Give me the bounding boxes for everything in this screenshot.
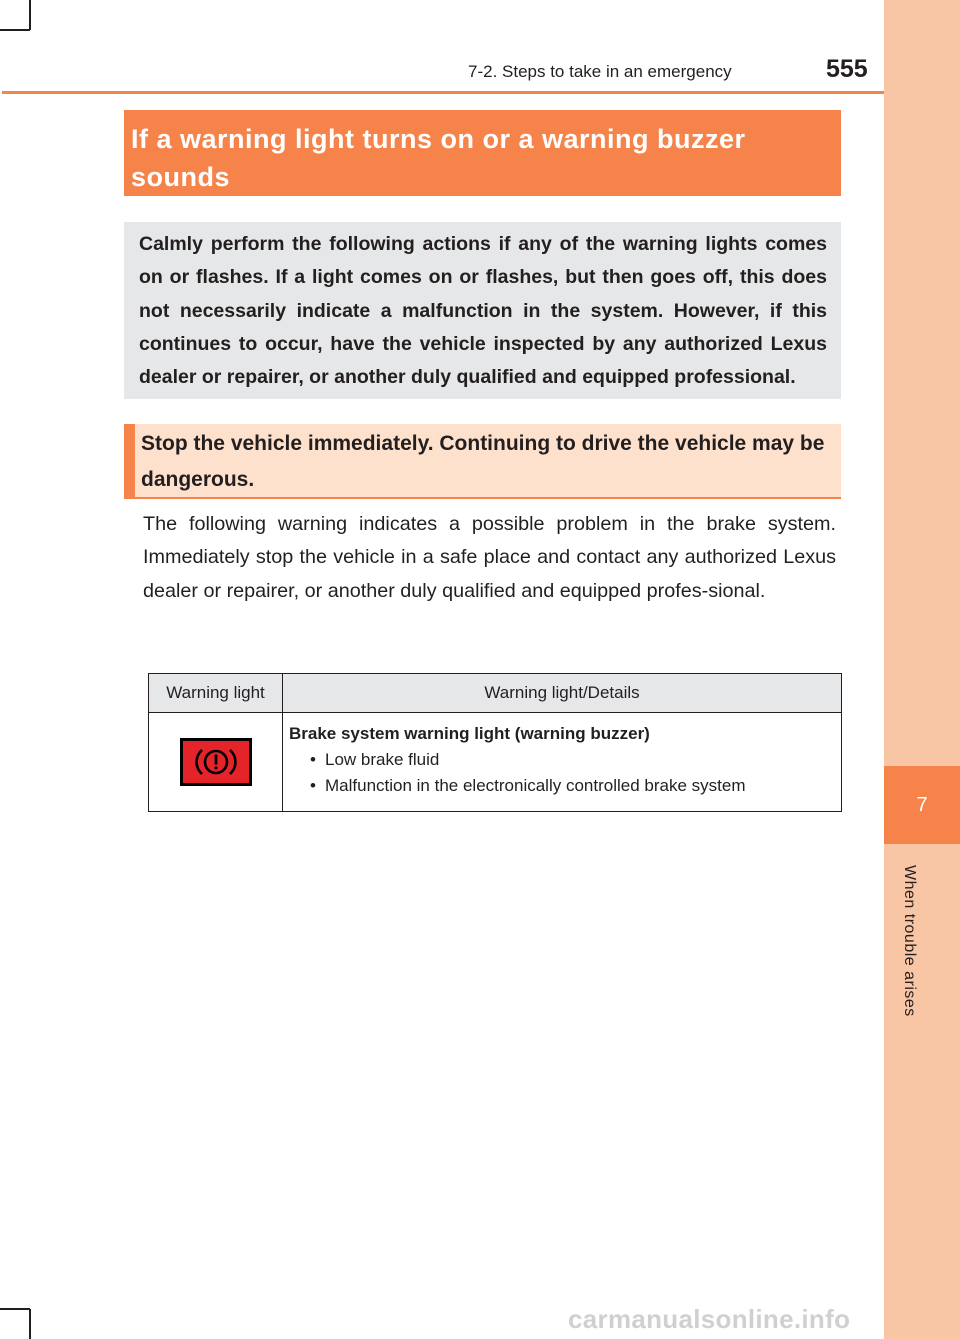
page-number: 555: [826, 55, 868, 83]
crop-mark: [0, 29, 30, 31]
brake-warning-icon: [180, 738, 252, 786]
table-header-row: [149, 674, 842, 713]
list-item: • Low brake fluid: [310, 747, 835, 773]
chapter-side-strip: [884, 0, 960, 1339]
stop-heading: Stop the vehicle immediately. Continuing to drive the vehicle may be dangerous.: [124, 424, 841, 499]
list-item: • Malfunction in the electronically controlled brake system: [310, 773, 835, 799]
crop-mark: [29, 1309, 31, 1339]
details-list: [289, 747, 835, 799]
table-header-warning-light: Warning light: [149, 674, 283, 713]
chapter-number-tab: [884, 766, 960, 844]
crop-mark: [29, 0, 31, 30]
section-title: If a warning light turns on or a warning buzzer sounds: [124, 110, 841, 196]
watermark: carmanualsonline.info: [568, 1304, 851, 1334]
chapter-title: When trouble arises: [901, 865, 918, 1017]
warning-light-name: Brake system warning light (warning buzzer): [289, 724, 650, 743]
body-paragraph: The following warning indicates a possible problem in the brake system. Immediately stop the vehicle in a safe place and contact any authorized Lexus dealer or repairer, or another duly qualified and equipped profes-sional.: [143, 513, 836, 602]
section-header: 7-2. Steps to take in an emergency: [468, 62, 732, 81]
intro-paragraph: Calmly perform the following actions if any of the warning lights comes on or flashes. If a light comes on or flashes, but then goes off, this does not necessarily indicate a malfunction in the system. However, if this continues to occur, have the vehicle inspected by any authorized Lexus dealer or repairer, or another duly qualified and equipped professional.: [124, 222, 841, 399]
table-row: [149, 713, 842, 812]
warning-icon-cell: [149, 713, 283, 812]
warning-details-cell: [283, 713, 842, 812]
header-rule: [2, 91, 884, 94]
warning-light-table: [148, 673, 842, 812]
table-header-details: Warning light/Details: [283, 674, 842, 713]
crop-mark: [0, 1308, 30, 1310]
chapter-number: 7: [916, 793, 928, 816]
